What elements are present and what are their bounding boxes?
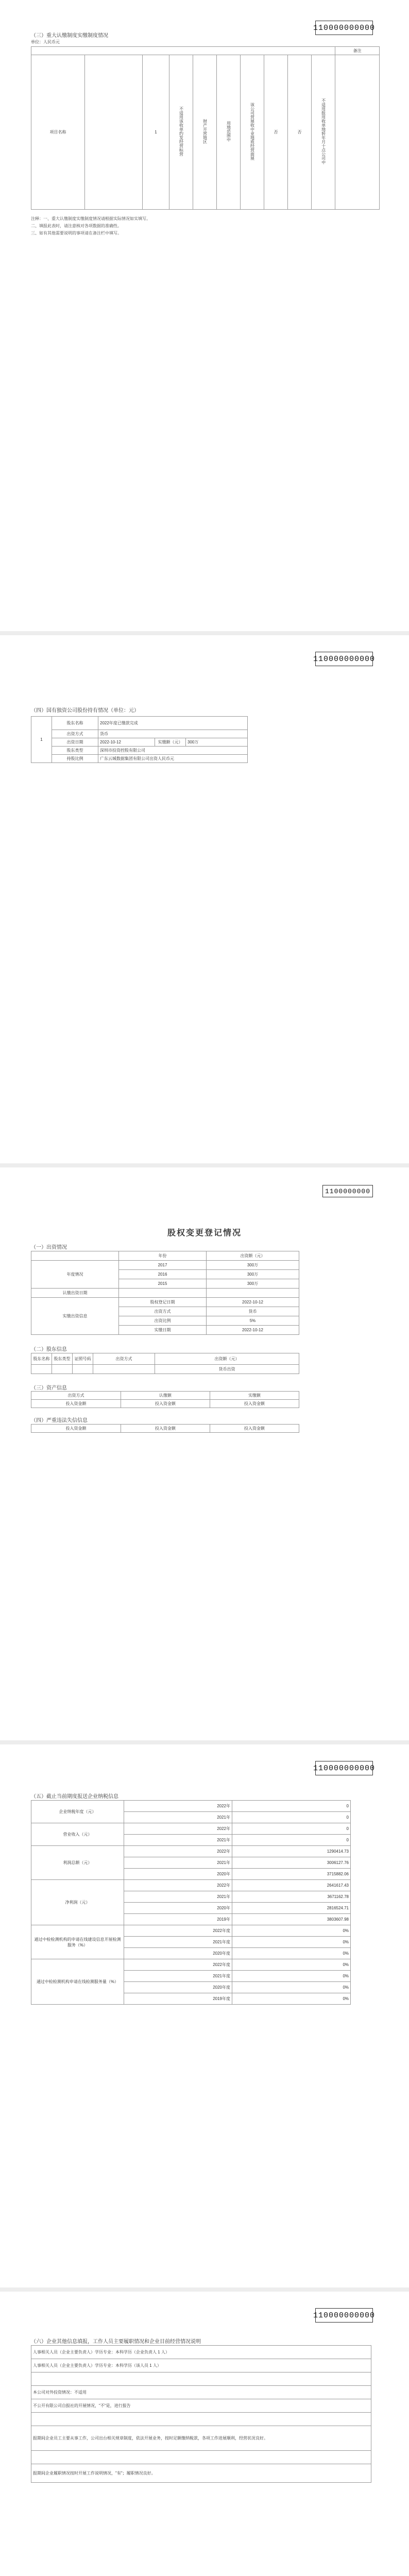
table-cell: 投入资金额 — [31, 1425, 121, 1433]
section-heading: （一）出资情况 — [31, 1245, 67, 1250]
col-header: 备注 — [335, 47, 380, 55]
row-number: 1 — [143, 55, 169, 210]
table-cell — [93, 1365, 155, 1374]
page-separator — [0, 631, 409, 635]
period-cell: 2022年 — [124, 1880, 232, 1891]
period-cell: 2019年 — [124, 1914, 232, 1925]
field-value: 货币 — [98, 730, 248, 738]
value-cell: 0% — [232, 1982, 351, 1993]
page-stamp: 110000000000 — [315, 2308, 373, 2323]
page-stamp: 110000000000 — [315, 21, 373, 35]
cell-text: 该公司营展收中业地质经营面展 — [250, 103, 255, 160]
asset-info-table — [31, 1391, 299, 1408]
page-separator — [0, 1740, 409, 1744]
row-label: 年度情况 — [31, 1261, 119, 1289]
table-cell: 投入资金额 — [210, 1400, 299, 1408]
value-cell — [207, 1289, 299, 1298]
table-cell — [73, 1365, 93, 1374]
row-label: 利润总额（元） — [31, 1846, 124, 1880]
period-cell: 2020年度 — [124, 1948, 232, 1959]
info-row: 报期间企业员工主要从事工作，公司出台相关规章制度，依法开展业务，按时足额缴纳税款，各项工作进展顺利，经营状况良好。 — [31, 2426, 371, 2451]
value-cell: 0% — [232, 1937, 351, 1948]
value-cell: 3715882.06 — [232, 1869, 351, 1880]
value-cell: 300万 — [207, 1261, 299, 1270]
field-label: 股东类型 — [52, 747, 98, 755]
value-cell: 300万 — [207, 1270, 299, 1279]
year-cell — [119, 1289, 207, 1298]
info-row — [31, 2372, 371, 2386]
value-cell: 2022-10-12 — [207, 1326, 299, 1335]
info-row: 人事相关人员（企业主要负责人）学历专业：本科学历（企业负责人 1 人） — [31, 2346, 371, 2359]
year-cell: 2017 — [119, 1261, 207, 1270]
field-label: 持股比例 — [52, 755, 98, 763]
tax-info-table — [31, 1800, 351, 2005]
field-label: 出资日期 — [52, 738, 98, 747]
section-heading: （四）严重违法失信信息 — [31, 1418, 88, 1423]
column-header: 出资额（元） — [155, 1353, 299, 1365]
value-cell: 2641617.43 — [232, 1880, 351, 1891]
field-value: 2022-10-12 — [98, 738, 155, 747]
section-heading: （二）股东信息 — [31, 1347, 67, 1352]
capital-table — [31, 46, 380, 210]
column-header: 年份 — [119, 1251, 207, 1261]
row-label: 通过中检检测机构的申请在线建设信息开展检测服务（%） — [31, 1925, 124, 1959]
value-cell: 1290414.73 — [232, 1846, 351, 1857]
table-cell: 投入资金额 — [121, 1400, 210, 1408]
period-cell: 2021年度 — [124, 1971, 232, 1982]
note-line: 二、填报此表时，请注意核对各项数据的准确性。 — [31, 224, 122, 228]
value-cell: 3006127.76 — [232, 1857, 351, 1869]
year-cell: 股权登记日期 — [119, 1298, 207, 1307]
period-cell: 2019年度 — [124, 1993, 232, 2005]
field-value: 300万 — [186, 738, 248, 747]
period-cell: 2021年 — [124, 1857, 232, 1869]
info-row — [31, 2451, 371, 2464]
section-heading: （三）资产信息 — [31, 1385, 67, 1391]
value-cell: 0 — [232, 1823, 351, 1835]
info-row: 本公司对外投资情况：不适用 — [31, 2386, 371, 2399]
row-label: 营业收入（元） — [31, 1823, 124, 1846]
period-cell: 2021年 — [124, 1891, 232, 1903]
value-cell: 3803607.98 — [232, 1914, 351, 1925]
info-row — [31, 2413, 371, 2426]
table-cell — [52, 1365, 73, 1374]
value-cell: 2816524.71 — [232, 1903, 351, 1914]
column-header: 出资额（元） — [207, 1251, 299, 1261]
value-cell: 0% — [232, 1948, 351, 1959]
section-heading: （三）重大认缴制度实缴制度情况 — [31, 33, 108, 39]
table-cell: 货币出资 — [155, 1365, 299, 1374]
page-separator — [0, 1163, 409, 1167]
value-cell: 货币 — [207, 1307, 299, 1316]
section-heading: （六）企业其他信息填报，工作人员主要履职情况和企业目前经营情况说明 — [31, 2339, 201, 2345]
section-heading: （五）截止当前期度报送企业纳税信息 — [31, 1794, 118, 1800]
row-label: 净利润（元） — [31, 1880, 124, 1925]
page-title: 股权变更登记情况 — [167, 1229, 242, 1238]
period-cell: 2022年 — [124, 1801, 232, 1812]
info-row: 不公开有限公司自报社的开展情况，"不"是，进行报告 — [31, 2399, 371, 2413]
row-number: 1 — [31, 717, 52, 763]
field-label: 股东名称 — [52, 717, 98, 730]
value-cell: 3671162.78 — [232, 1891, 351, 1903]
info-row: 报期间企业履职情况按时开展工作说明情况，"有"；履职情况良好。 — [31, 2464, 371, 2483]
period-cell: 2021年度 — [124, 1937, 232, 1948]
value-cell: 2022-10-12 — [207, 1298, 299, 1307]
row-label: 实缴出资信息 — [31, 1298, 119, 1335]
period-cell: 2020年度 — [124, 1982, 232, 1993]
column-header: 股东类型 — [52, 1353, 73, 1365]
cell-text: 不适用该收单约发经营标营 — [179, 107, 184, 156]
table-cell: 投入资金额 — [31, 1400, 121, 1408]
value-cell: 0 — [232, 1801, 351, 1812]
cell-text: 用地范围中 — [226, 121, 231, 142]
row-label: 通过中检检测机构申请在线检测服务量（%） — [31, 1959, 124, 2005]
page-stamp: 110000000000 — [315, 652, 373, 666]
table-cell: 投入资金额 — [121, 1425, 210, 1433]
field-value: 广东云城数据集团有限公司出资人民币元 — [98, 755, 248, 763]
page-stamp: 1100000000 — [322, 1185, 373, 1197]
cell-value: 否 — [264, 55, 288, 210]
row-label: 项目名称 — [31, 55, 85, 210]
value-cell: 0% — [232, 1925, 351, 1937]
capital-info-table — [31, 1251, 299, 1335]
cell-value: 否 — [288, 55, 312, 210]
value-cell: 0% — [232, 1971, 351, 1982]
staff-info-table — [31, 2345, 371, 2483]
period-cell: 2022年度 — [124, 1959, 232, 1971]
unit-label: 单位：人民币元 — [31, 40, 60, 44]
row-label: 企业纳税年度（元） — [31, 1801, 124, 1823]
period-cell: 2021年 — [124, 1835, 232, 1846]
column-header: 出资方式 — [31, 1392, 121, 1400]
column-header: 实缴额 — [210, 1392, 299, 1400]
value-cell: 0 — [232, 1835, 351, 1846]
value-cell: 0% — [232, 1959, 351, 1971]
value-cell: 0 — [232, 1812, 351, 1823]
table-cell: 投入资金额 — [210, 1425, 299, 1433]
column-header: 认缴额 — [121, 1392, 210, 1400]
table-cell — [31, 1365, 52, 1374]
period-cell: 2022年 — [124, 1823, 232, 1835]
row-label: 认缴出资日期 — [31, 1289, 119, 1298]
section-heading: （四）国有独资公司股份持有情况（单位：元） — [31, 708, 139, 714]
shareholder-info-table — [31, 1353, 299, 1374]
period-cell: 2020年 — [124, 1869, 232, 1880]
field-value: 2022年度已缴款完成 — [98, 717, 248, 730]
info-row: 人事相关人员（企业主要负责人）学历专业：本科学历（该人员 1 人） — [31, 2359, 371, 2372]
period-cell: 2022年 — [124, 1846, 232, 1857]
year-cell: 出资方式 — [119, 1307, 207, 1316]
field-label: 出资方式 — [52, 730, 98, 738]
period-cell: 2021年 — [124, 1812, 232, 1823]
note-line: 注释：一、重大认缴制度实缴制度情况请根据实际情况如实填写。 — [31, 216, 150, 221]
column-header: 证照号码 — [73, 1353, 93, 1365]
year-cell: 2016 — [119, 1270, 207, 1279]
value-cell: 5% — [207, 1316, 299, 1326]
page-stamp: 110000000000 — [315, 1761, 373, 1775]
cell-text: 不适用报用收单地转年月十点公司中 — [321, 98, 326, 164]
shareholder-table — [31, 716, 248, 763]
note-line: 三、如有其他需要说明的事项请在备注栏中填写。 — [31, 231, 122, 235]
period-cell: 2020年 — [124, 1903, 232, 1914]
period-cell: 2022年度 — [124, 1925, 232, 1937]
value-cell: 0% — [232, 1993, 351, 2005]
year-cell: 出资比例 — [119, 1316, 207, 1326]
column-header: 股东名称 — [31, 1353, 52, 1365]
value-cell: 300万 — [207, 1279, 299, 1289]
column-header: 出资方式 — [93, 1353, 155, 1365]
violation-info-table — [31, 1424, 299, 1433]
field-label: 实缴额（元） — [155, 738, 186, 747]
year-cell: 实缴日期 — [119, 1326, 207, 1335]
cell-text: 财产开营地区 — [202, 119, 208, 144]
field-value: 深圳市投资控股有限公司 — [98, 747, 248, 755]
page-separator — [0, 2287, 409, 2292]
year-cell: 2015 — [119, 1279, 207, 1289]
